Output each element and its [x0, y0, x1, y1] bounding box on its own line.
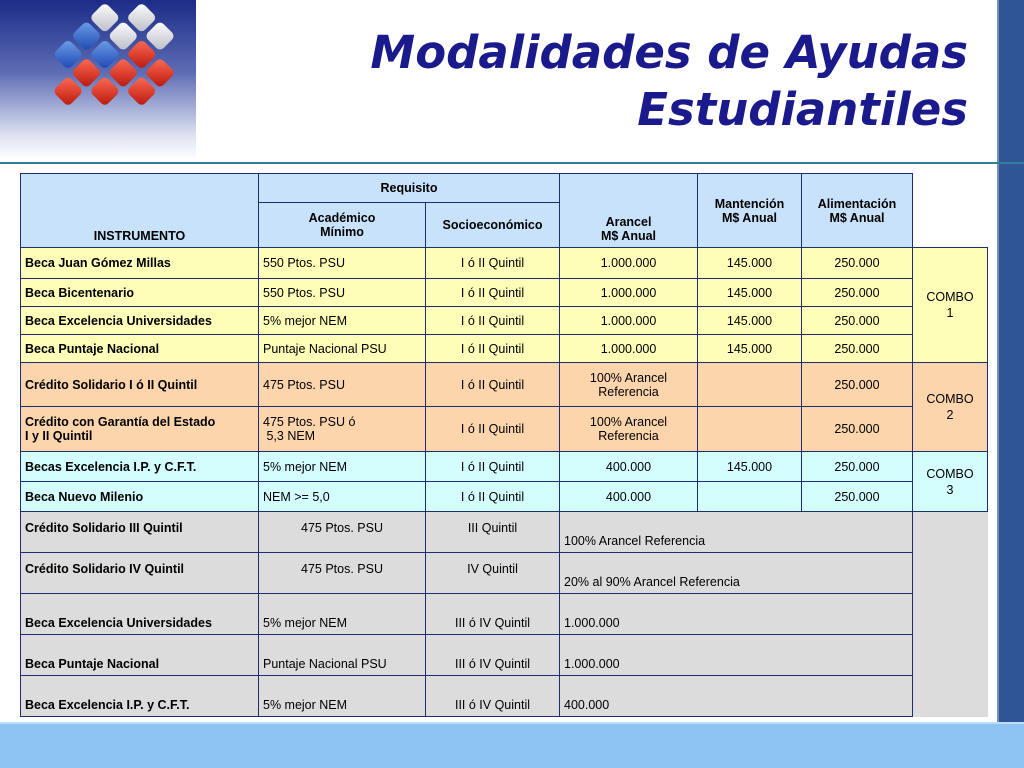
table-row — [21, 482, 988, 512]
row-socio: I ó II Quintil — [426, 335, 560, 363]
header-academico: Académico Mínimo — [259, 203, 426, 248]
header-socioeconomico: Socioeconómico — [426, 203, 560, 248]
table-row — [21, 594, 988, 635]
row-name: Beca Bicentenario — [21, 279, 259, 307]
row-mantencion — [698, 407, 802, 452]
table-row — [21, 307, 988, 335]
row-socio: I ó II Quintil — [426, 307, 560, 335]
row-socio: I ó II Quintil — [426, 279, 560, 307]
page-title — [370, 24, 968, 138]
header-requisito: Requisito — [259, 174, 560, 203]
row-academic: 5% mejor NEM — [259, 452, 426, 482]
row-benefit: 20% al 90% Arancel Referencia — [560, 553, 913, 594]
row-name: Beca Puntaje Nacional — [21, 335, 259, 363]
row-mantencion: 145.000 — [698, 307, 802, 335]
header-spacer — [913, 174, 988, 248]
row-socio: I ó II Quintil — [426, 407, 560, 452]
row-arancel: 1.000.000 — [560, 279, 698, 307]
row-academic: Puntaje Nacional PSU — [259, 335, 426, 363]
table-row — [21, 452, 988, 482]
row-alimentacion: 250.000 — [802, 407, 913, 452]
row-alimentacion: 250.000 — [802, 452, 913, 482]
header-mantencion: Mantención M$ Anual — [698, 174, 802, 248]
row-arancel: 1.000.000 — [560, 307, 698, 335]
row-socio: I ó II Quintil — [426, 363, 560, 407]
row-arancel: 100% Arancel Referencia — [560, 407, 698, 452]
table-row — [21, 248, 988, 279]
row-mantencion — [698, 363, 802, 407]
row-benefit: 1.000.000 — [560, 635, 913, 676]
row-mantencion: 145.000 — [698, 248, 802, 279]
row-name: Crédito con Garantía del Estado I y II Quintil — [21, 407, 259, 452]
table-row — [21, 512, 988, 553]
combo-3-badge: COMBO 3 — [913, 452, 988, 512]
row-academic: 550 Ptos. PSU — [259, 279, 426, 307]
header-arancel: Arancel M$ Anual — [560, 174, 698, 248]
header-instrumento: INSTRUMENTO — [21, 174, 259, 248]
combo-1-badge: COMBO 1 — [913, 248, 988, 363]
table-row — [21, 553, 988, 594]
row-socio: III ó IV Quintil — [426, 676, 560, 717]
row-name: Beca Puntaje Nacional — [21, 635, 259, 676]
row-benefit: 100% Arancel Referencia — [560, 512, 913, 553]
row-academic: 475 Ptos. PSU — [259, 363, 426, 407]
row-alimentacion: 250.000 — [802, 248, 913, 279]
row-alimentacion: 250.000 — [802, 279, 913, 307]
row-mantencion: 145.000 — [698, 452, 802, 482]
row-socio: I ó II Quintil — [426, 482, 560, 512]
row-alimentacion: 250.000 — [802, 307, 913, 335]
table-row — [21, 676, 988, 717]
row-mantencion — [698, 482, 802, 512]
row-benefit: 1.000.000 — [560, 594, 913, 635]
table-row — [21, 407, 988, 452]
page-title-line2: Estudiantiles — [637, 83, 968, 136]
title-divider — [0, 162, 1024, 164]
combo-2-badge: COMBO 2 — [913, 363, 988, 452]
row-arancel: 100% Arancel Referencia — [560, 363, 698, 407]
footer-band — [0, 724, 1024, 768]
row-name: Beca Nuevo Milenio — [21, 482, 259, 512]
logo-cubes-icon — [22, 0, 192, 150]
aid-table — [20, 173, 988, 717]
right-accent-strip — [997, 0, 1024, 750]
row-arancel: 1.000.000 — [560, 248, 698, 279]
row-name: Beca Juan Gómez Millas — [21, 248, 259, 279]
row-academic: 475 Ptos. PSU — [259, 553, 426, 594]
page-title-line1: Modalidades de Ayudas — [370, 26, 968, 79]
row-academic: 475 Ptos. PSU — [259, 512, 426, 553]
row-academic: 5% mejor NEM — [259, 594, 426, 635]
table-row — [21, 279, 988, 307]
row-name: Crédito Solidario I ó II Quintil — [21, 363, 259, 407]
row-socio: I ó II Quintil — [426, 452, 560, 482]
row-name: Becas Excelencia I.P. y C.F.T. — [21, 452, 259, 482]
row-mantencion: 145.000 — [698, 279, 802, 307]
row-socio: IV Quintil — [426, 553, 560, 594]
row-academic: 5% mejor NEM — [259, 676, 426, 717]
row-alimentacion: 250.000 — [802, 482, 913, 512]
row-socio: III ó IV Quintil — [426, 594, 560, 635]
row-name: Crédito Solidario III Quintil — [21, 512, 259, 553]
row-arancel: 400.000 — [560, 452, 698, 482]
row-arancel: 1.000.000 — [560, 335, 698, 363]
row-name: Beca Excelencia I.P. y C.F.T. — [21, 676, 259, 717]
row-name: Beca Excelencia Universidades — [21, 307, 259, 335]
row-academic: 550 Ptos. PSU — [259, 248, 426, 279]
row-socio: I ó II Quintil — [426, 248, 560, 279]
row-academic: 475 Ptos. PSU ó 5,3 NEM — [259, 407, 426, 452]
row-socio: III Quintil — [426, 512, 560, 553]
header-alimentacion: Alimentación M$ Anual — [802, 174, 913, 248]
row-benefit: 400.000 — [560, 676, 913, 717]
table-row — [21, 635, 988, 676]
row-mantencion: 145.000 — [698, 335, 802, 363]
row-arancel: 400.000 — [560, 482, 698, 512]
table-row — [21, 335, 988, 363]
row-alimentacion: 250.000 — [802, 363, 913, 407]
row-academic: Puntaje Nacional PSU — [259, 635, 426, 676]
row-name: Crédito Solidario IV Quintil — [21, 553, 259, 594]
row-socio: III ó IV Quintil — [426, 635, 560, 676]
row-alimentacion: 250.000 — [802, 335, 913, 363]
row-name: Beca Excelencia Universidades — [21, 594, 259, 635]
table-row — [21, 363, 988, 407]
row-academic: 5% mejor NEM — [259, 307, 426, 335]
row-academic: NEM >= 5,0 — [259, 482, 426, 512]
